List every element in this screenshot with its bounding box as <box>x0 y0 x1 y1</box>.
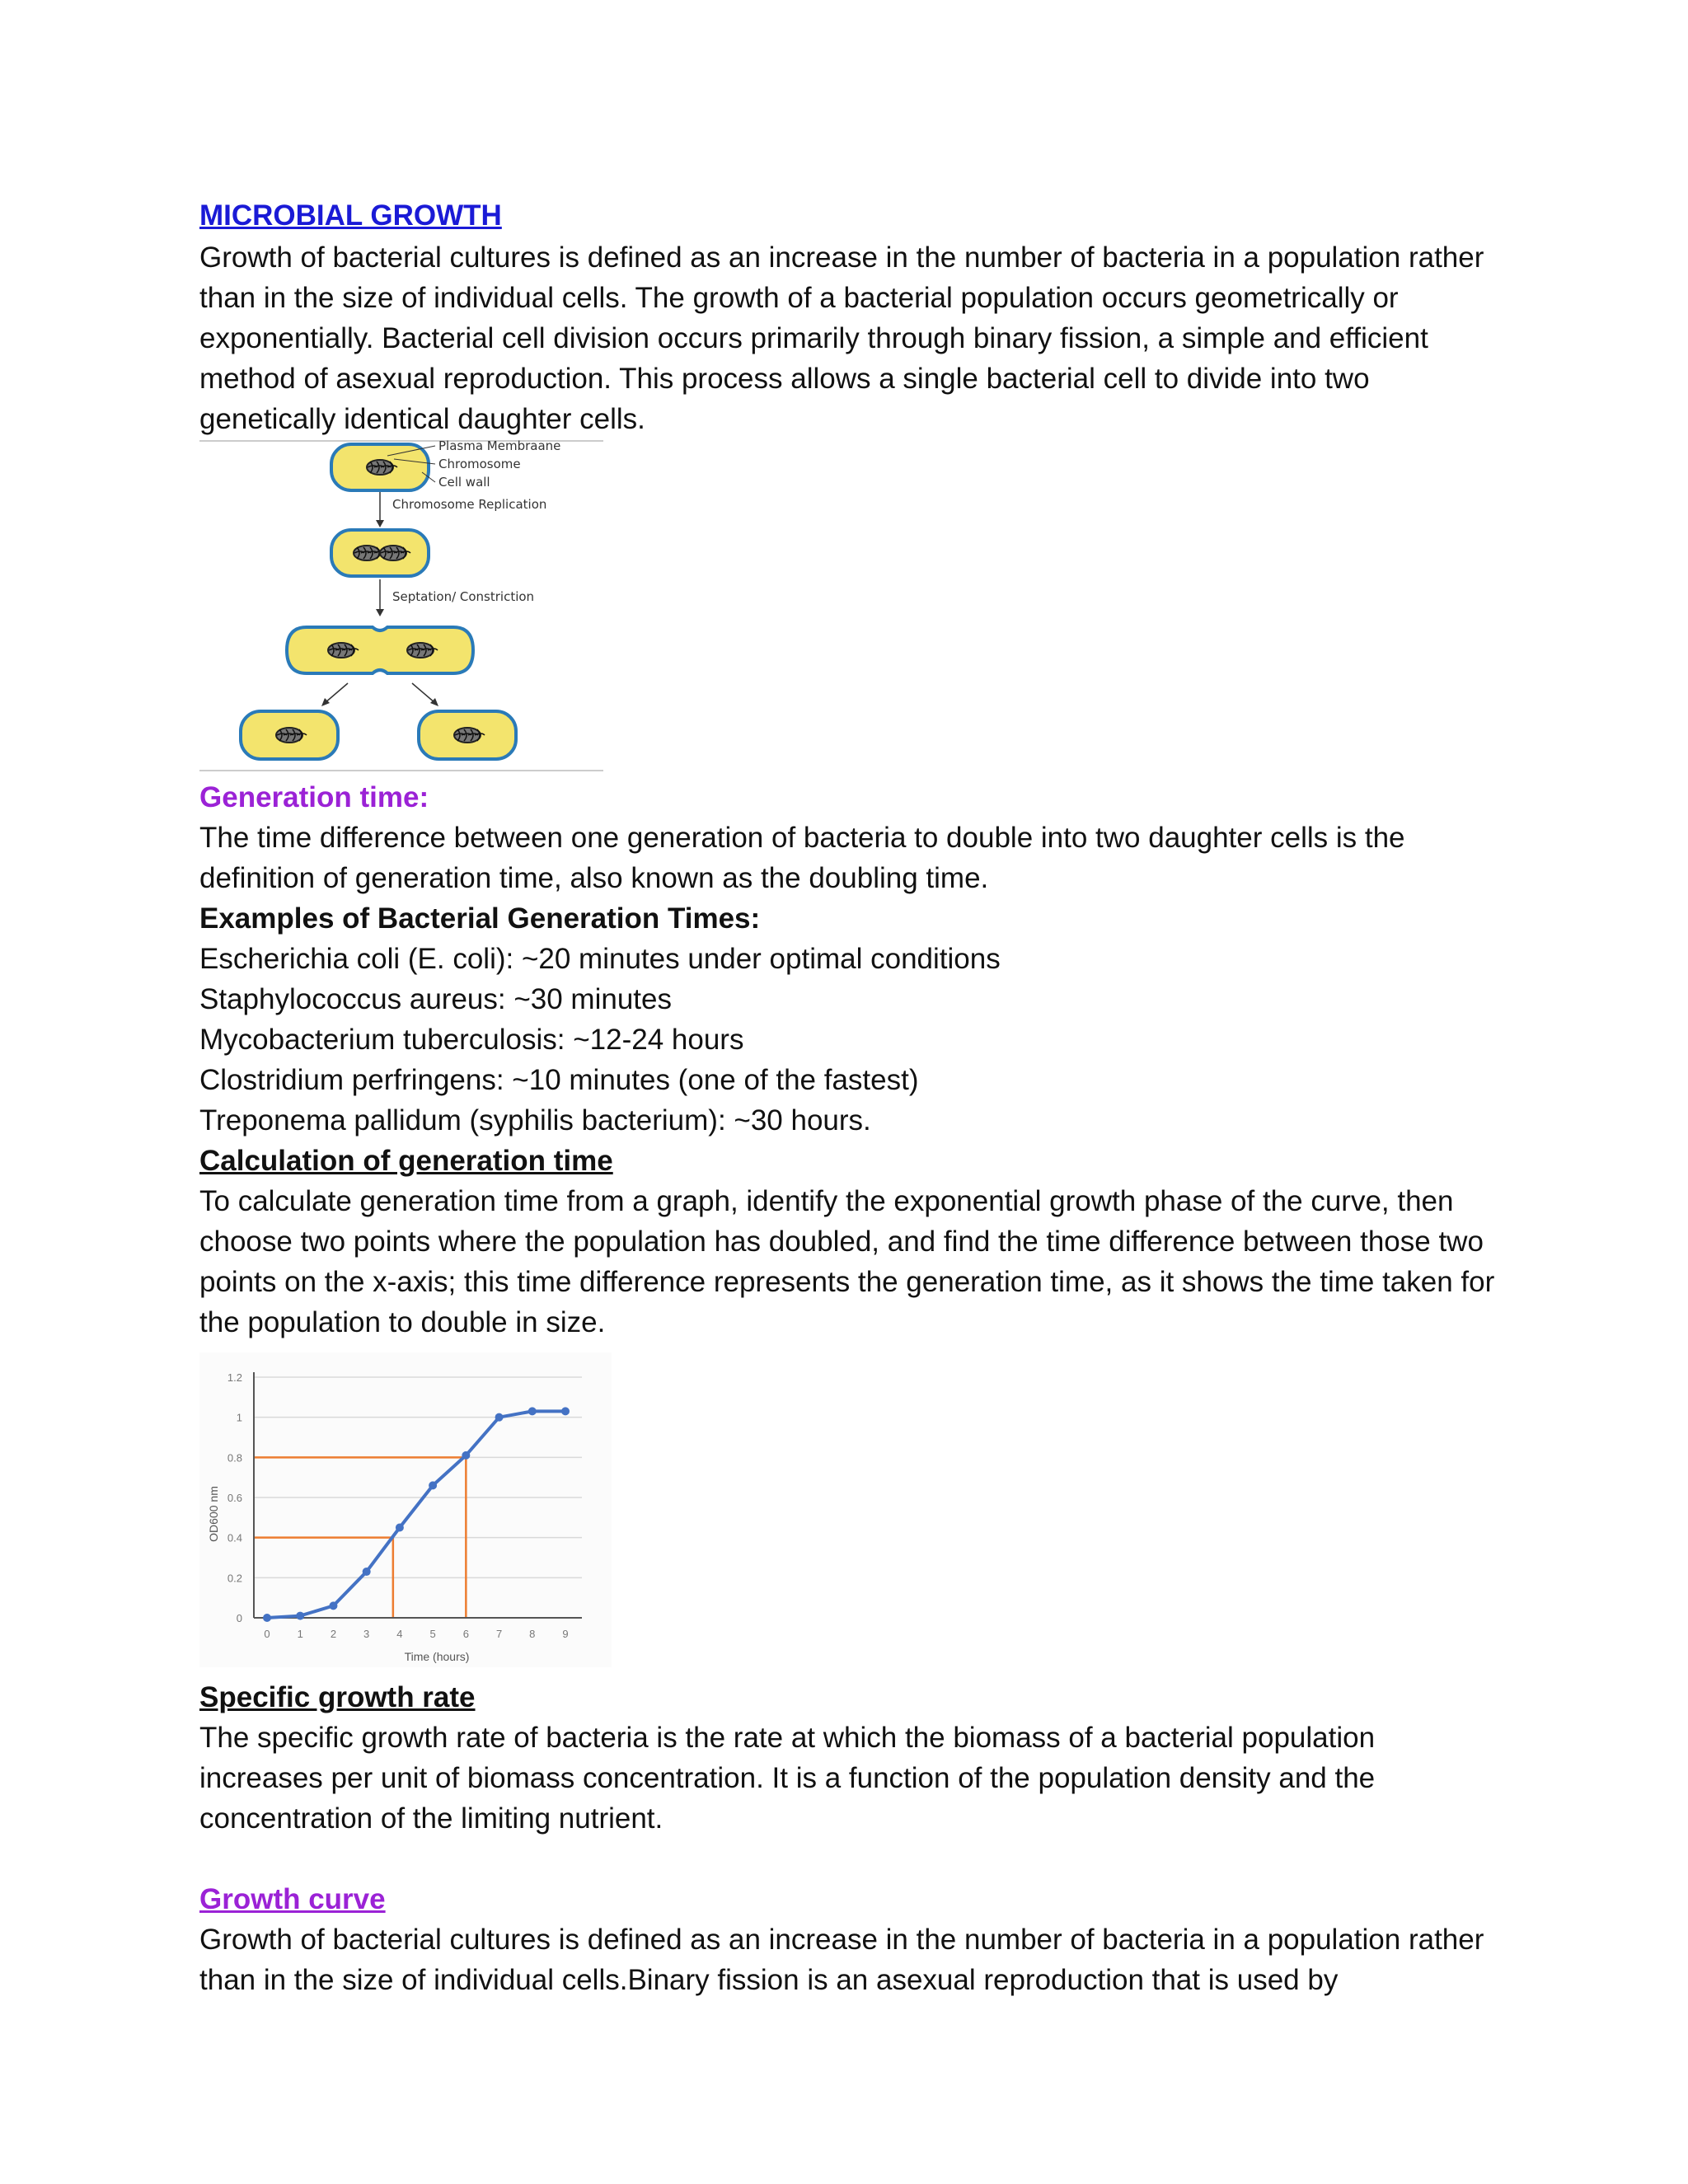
calculation-heading: Calculation of generation time <box>199 1145 613 1177</box>
x-tick-label: 1 <box>297 1628 303 1640</box>
data-point <box>329 1601 337 1610</box>
data-point <box>495 1413 504 1422</box>
x-tick-label: 5 <box>429 1628 436 1640</box>
split-arrows <box>321 683 438 706</box>
list-item: Staphylococcus aureus: ~30 minutes <box>199 983 672 1015</box>
list-item: Escherichia coli (E. coli): ~20 minutes under optimal conditions <box>199 943 1001 975</box>
y-tick-label: 0.4 <box>227 1531 242 1544</box>
data-point <box>396 1524 404 1532</box>
x-tick-label: 8 <box>529 1628 536 1640</box>
label-plasma-membrane: Plasma Membraane <box>438 439 561 453</box>
label-septation: Septation/ Constriction <box>392 589 535 604</box>
generation-examples-list <box>199 939 1502 1141</box>
binary-fission-diagram <box>199 439 612 777</box>
data-point <box>462 1451 470 1460</box>
constricting-cell <box>287 627 473 673</box>
data-point <box>363 1568 371 1576</box>
x-tick-label: 6 <box>462 1628 469 1640</box>
growth-curve-chart <box>199 1352 612 1667</box>
page-title: MICROBIAL GROWTH <box>199 199 502 232</box>
x-tick-label: 7 <box>495 1628 503 1640</box>
generation-time-heading: Generation time: <box>199 781 429 813</box>
y-tick-label: 0.2 <box>227 1572 242 1585</box>
document-body <box>199 194 1502 2000</box>
growth-curve-heading: Growth curve <box>199 1883 386 1915</box>
y-tick-label: 0.6 <box>227 1492 242 1504</box>
x-tick-label: 0 <box>264 1628 270 1640</box>
list-item: Clostridium perfringens: ~10 minutes (one of the fastest) <box>199 1064 919 1096</box>
data-point <box>429 1481 437 1489</box>
x-tick-label: 2 <box>330 1628 337 1640</box>
list-item: Mycobacterium tuberculosis: ~12-24 hours <box>199 1024 744 1056</box>
data-point <box>528 1407 537 1415</box>
calculation-paragraph: To calculate generation time from a graph, identify the exponential growth phase of the curve, then choose two points where the population has doubled, and find the time difference between those two points on the x-axis; this time difference represents the generation time, as it shows the time taken for the population to double in size. <box>199 1185 1495 1338</box>
list-item: Treponema pallidum (syphilis bacterium): ~30 hours. <box>199 1104 871 1137</box>
x-tick-label: 3 <box>363 1628 370 1640</box>
generation-time-definition: The time difference between one generation of bacteria to double into two daughter cells is the definition of generation time, also known as the doubling time. <box>199 822 1405 894</box>
x-tick-label: 4 <box>396 1628 403 1640</box>
data-point <box>296 1612 304 1620</box>
examples-heading: Examples of Bacterial Generation Times: <box>199 902 761 935</box>
y-tick-label: 0 <box>236 1612 242 1624</box>
y-tick-label: 0.8 <box>227 1451 242 1465</box>
down-arrow-1 <box>376 492 384 527</box>
label-replication: Chromosome Replication <box>392 497 547 512</box>
y-tick-label: 1.2 <box>227 1371 242 1384</box>
x-tick-label: 9 <box>562 1628 569 1640</box>
specific-growth-paragraph: The specific growth rate of bacteria is the rate at which the biomass of a bacterial population increases per unit of biomass concentration. It is a function of the population density and the concentration of the limiting nutrient. <box>199 1722 1376 1835</box>
down-arrow-2 <box>376 579 384 616</box>
growth-curve-paragraph: Growth of bacterial cultures is defined as an increase in the number of bacteria in a population rather than in the size of individual cells.Binary fission is an asexual reproduction that is used by <box>199 1924 1484 1996</box>
label-chromosome: Chromosome <box>438 457 521 471</box>
paragraph-spacer <box>199 1839 1502 1879</box>
y-axis-label: OD600 nm <box>207 1486 220 1542</box>
label-cell-wall: Cell wall <box>438 475 490 490</box>
specific-growth-heading: Specific growth rate <box>199 1681 476 1713</box>
data-point <box>561 1407 570 1415</box>
data-point <box>263 1614 271 1622</box>
y-tick-label: 1 <box>236 1411 242 1424</box>
chart-background <box>199 1352 612 1667</box>
x-axis-label: Time (hours) <box>404 1650 470 1663</box>
intro-paragraph: Growth of bacterial cultures is defined as an increase in the number of bacteria in a population rather than in the size of individual cells. The growth of a bacterial population occurs geometrically or exponentially. Bacterial cell division occurs primarily through binary fission, a simple and efficient method of asexual reproduction. This process allows a single bacterial cell to divide into two genetically identical daughter cells. <box>199 241 1484 435</box>
